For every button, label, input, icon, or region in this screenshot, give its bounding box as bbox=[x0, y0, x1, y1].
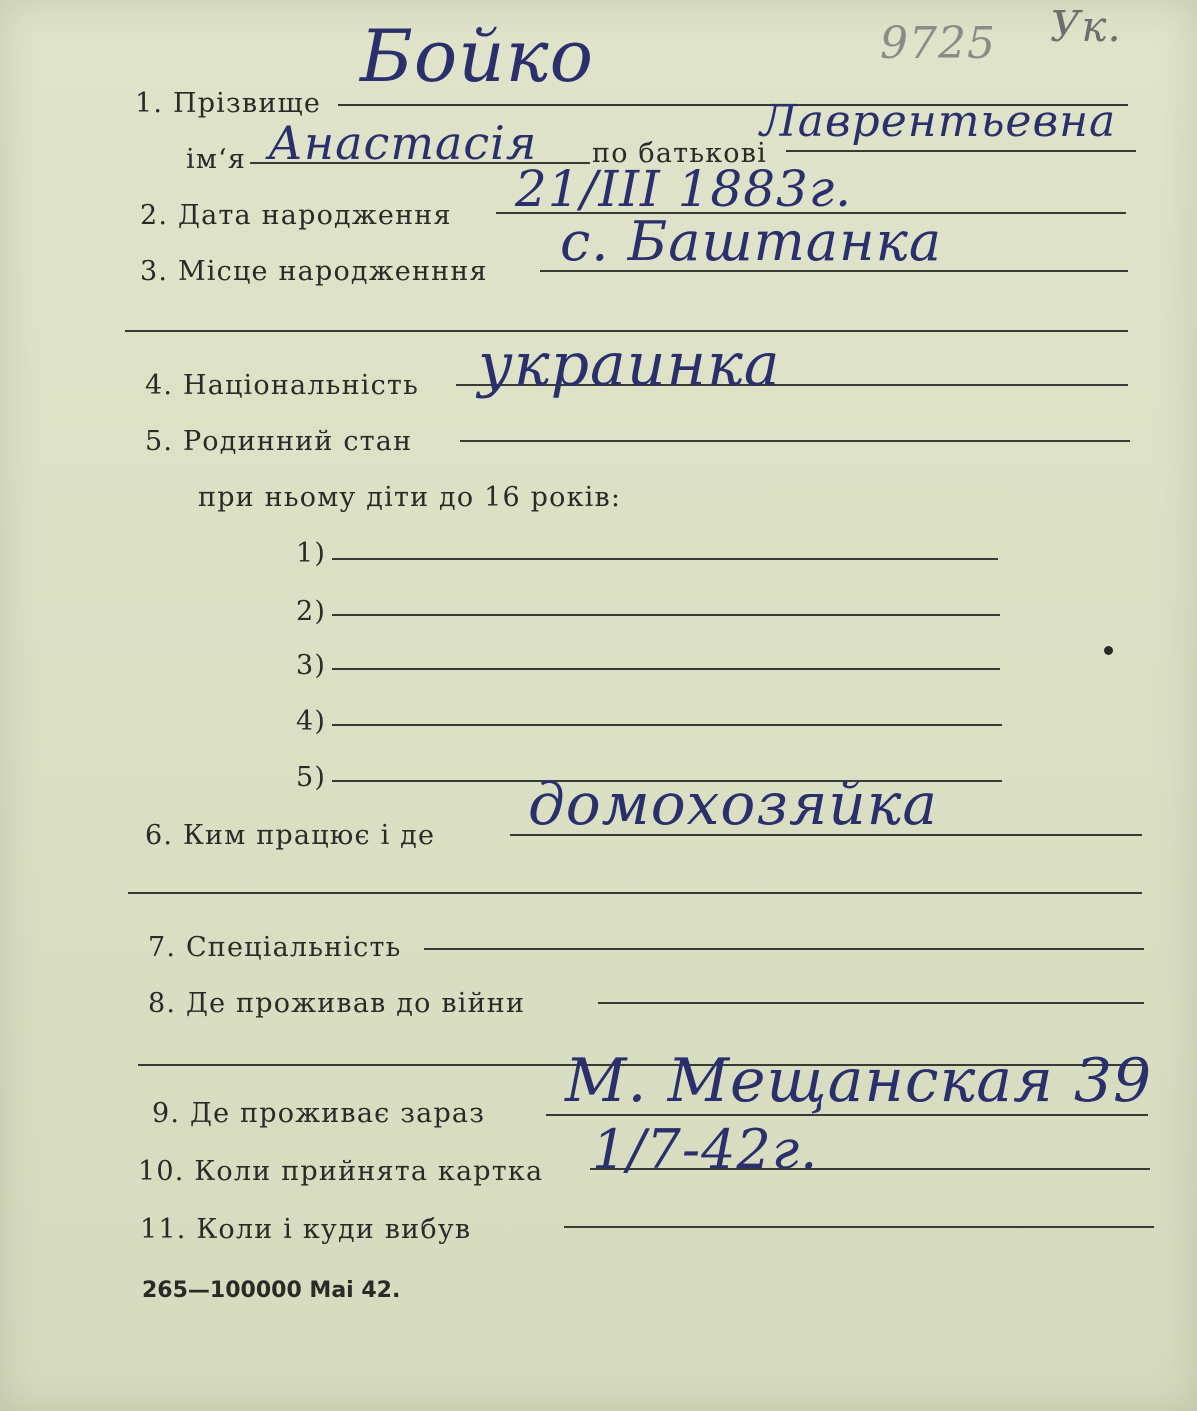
children-label: при ньому діти до 16 років: bbox=[198, 482, 622, 513]
patronymic-value: Лаврентьевна bbox=[760, 96, 1117, 147]
accepted-value: 1/7-42г. bbox=[592, 1118, 819, 1181]
child-4-label: 4) bbox=[296, 706, 327, 737]
child-1-line bbox=[332, 558, 998, 560]
pencil-number: 9725 bbox=[880, 18, 996, 69]
left-line bbox=[564, 1226, 1154, 1228]
accepted-label: 10. Коли прийнята картка bbox=[138, 1156, 544, 1187]
work-line-2 bbox=[128, 892, 1142, 894]
birthplace-value: с. Баштанка bbox=[560, 210, 943, 273]
patronymic-line bbox=[786, 150, 1136, 152]
family-label: 5. Родинний стан bbox=[145, 426, 413, 457]
print-info: 265—100000 Mai 42. bbox=[142, 1278, 401, 1303]
ink-dot bbox=[1104, 646, 1113, 655]
birthplace-label: 3. Місце народженння bbox=[140, 256, 488, 287]
nationality-label: 4. Національність bbox=[145, 370, 419, 401]
child-1-label: 1) bbox=[296, 538, 327, 569]
family-line bbox=[460, 440, 1130, 442]
nationality-value: украинка bbox=[478, 330, 781, 400]
child-4-line bbox=[332, 724, 1002, 726]
surname-label: 1. Прізвище bbox=[135, 88, 322, 119]
birthdate-label: 2. Дата народження bbox=[140, 200, 452, 231]
name-label: ім‘я bbox=[186, 144, 247, 175]
work-value: домохозяйка bbox=[528, 770, 938, 838]
current-value: М. Мещанская 39 bbox=[565, 1046, 1153, 1116]
left-label: 11. Коли і куди вибув bbox=[140, 1214, 472, 1245]
child-2-line bbox=[332, 614, 1000, 616]
current-label: 9. Де проживає зараз bbox=[152, 1098, 486, 1129]
work-label: 6. Ким працює і де bbox=[145, 820, 436, 851]
patronymic-label: по батькові bbox=[592, 138, 767, 169]
pencil-mark: Ук. bbox=[1050, 2, 1122, 51]
prewar-line bbox=[598, 1002, 1144, 1004]
surname-value: Бойко bbox=[360, 14, 594, 98]
child-2-label: 2) bbox=[296, 596, 327, 627]
specialty-label: 7. Спеціальність bbox=[148, 932, 402, 963]
prewar-label: 8. Де проживав до війни bbox=[148, 988, 526, 1019]
child-5-label: 5) bbox=[296, 762, 327, 793]
birthdate-value: 21/III 1883г. bbox=[515, 160, 853, 218]
specialty-line bbox=[424, 948, 1144, 950]
child-3-label: 3) bbox=[296, 650, 327, 681]
name-value: Анастасія bbox=[268, 116, 538, 170]
child-3-line bbox=[332, 668, 1000, 670]
